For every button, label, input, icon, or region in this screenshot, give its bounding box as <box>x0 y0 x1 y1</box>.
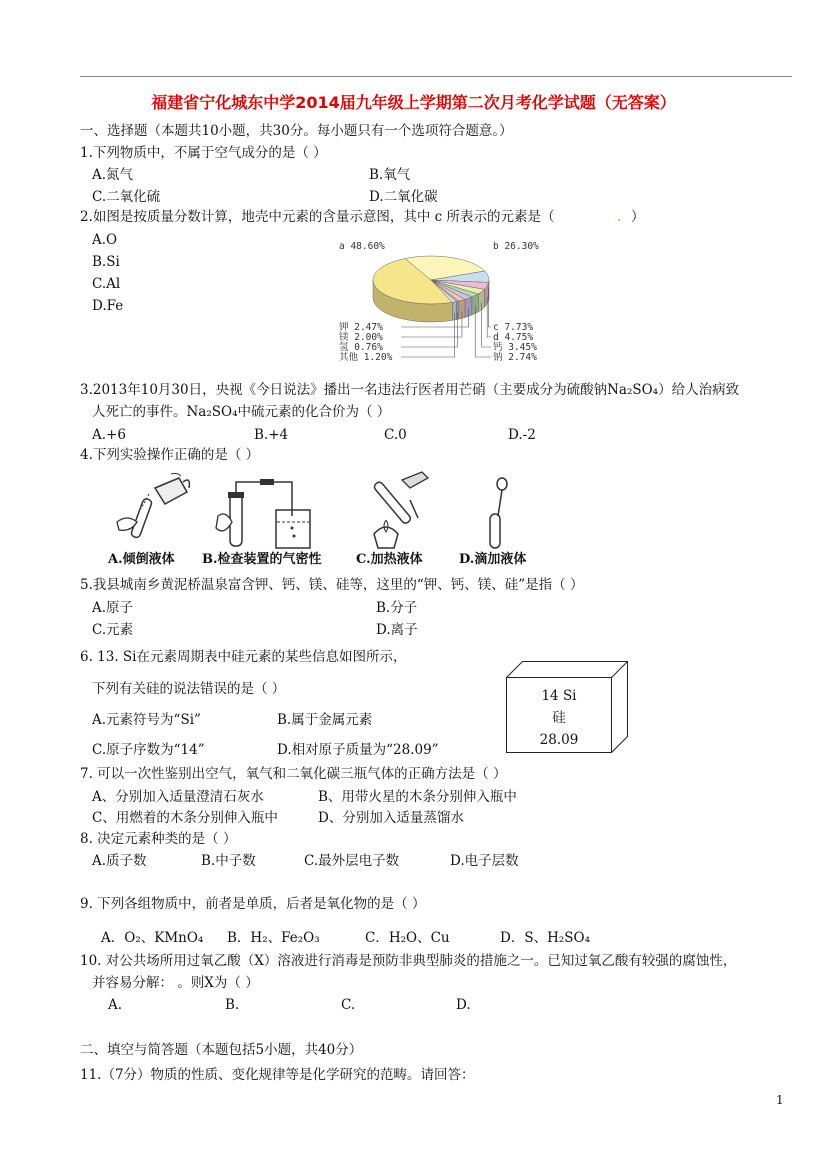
q7-stem: 7. 可以一次性鉴别出空气，氧气和二氧化碳三瓶气体的正确方法是（ ） <box>80 766 507 782</box>
q3-option-a: A.+6 <box>92 427 126 443</box>
q2-option-b: B.Si <box>92 254 120 270</box>
q5-stem: 5.我县城南乡黄泥桥温泉富含钾、钙、镁、硅等，这里的“钾、钙、镁、硅”是指（ ） <box>80 577 584 593</box>
section-2-heading: 二、填空与简答题（本题包括5小题，共40分） <box>80 1042 363 1058</box>
q6-option-d: D.相对原子质量为“28.09” <box>277 742 439 758</box>
q9-option-b: B．H₂、Fe₂O₃ <box>227 930 320 946</box>
q1-stem: 1.下列物质中，不属于空气成分的是（ ） <box>80 145 327 161</box>
q3-stem-line1: 3.2013年10月30日，央视《今日说法》播出一名违法行医者用芒硝（主要成分为硫酸钠Na₂SO₄）给人治病致 <box>80 382 740 398</box>
q9-option-c: C．H₂O、Cu <box>365 930 450 946</box>
q1-option-c: C.二氧化硫 <box>92 189 161 205</box>
q1-option-d: D.二氧化碳 <box>369 189 438 205</box>
q10-option-c: C. <box>341 997 356 1013</box>
page-number: 1 <box>776 1093 784 1107</box>
crust-element-pie-chart <box>335 238 555 368</box>
q5-option-c: C.元素 <box>92 622 134 638</box>
q7-option-d: D、分别加入适量蒸馏水 <box>318 810 464 826</box>
section-1-heading: 一、选择题（本题共10小题，共30分。每小题只有一个选项符合题意。） <box>80 123 513 139</box>
q4-label-d: D.滴加液体 <box>459 552 527 567</box>
pie-label-其他: 其他 1.20% <box>339 352 393 363</box>
q5-option-d: D.离子 <box>376 622 418 638</box>
pie-label-钾: 钾 2.47% <box>339 322 383 333</box>
heating-liquid-illustration <box>358 470 438 552</box>
q2-dot: . <box>617 209 622 225</box>
q2-stem: 2.如图是按质量分数计算，地壳中元素的含量示意图，其中 c 所表示的元素是（ <box>80 209 555 225</box>
q1-option-b: B.氧气 <box>369 167 411 183</box>
q2-close-paren: ） <box>631 209 645 225</box>
pie-label-a: a 48.60% <box>339 241 385 252</box>
pie-label-d: d 4.75% <box>493 332 534 343</box>
q9-option-a: A．O₂、KMnO₄ <box>101 930 204 946</box>
q10-option-d: D. <box>456 997 471 1013</box>
q7-option-a: A、分别加入适量澄清石灰水 <box>92 789 264 805</box>
q4-stem: 4.下列实验操作正确的是（ ） <box>80 447 260 463</box>
q10-option-a: A. <box>108 997 123 1013</box>
q9-stem: 9. 下列各组物质中，前者是单质，后者是氧化物的是（ ） <box>80 896 426 912</box>
q11-stem: 11.（7分）物质的性质、变化规律等是化学研究的范畴。请回答： <box>80 1067 475 1083</box>
q3-stem-line2: 人死亡的事件。Na₂SO₄中硫元素的化合价为（ ） <box>92 404 391 420</box>
q5-option-b: B.分子 <box>376 600 418 616</box>
q3-option-c: C.0 <box>384 427 407 443</box>
q5-option-a: A.原子 <box>92 600 134 616</box>
element-box-number-symbol: 14 Si <box>541 688 577 704</box>
q6-stem-line1: 6. 13. Si在元素周期表中硅元素的某些信息如图所示， <box>80 649 407 665</box>
pie-label-钠: 钠 2.74% <box>493 352 537 363</box>
page-title: 福建省宁化城东中学2014届九年级上学期第二次月考化学试题（无答案） <box>151 93 676 112</box>
pie-label-c: c 7.73% <box>493 322 534 333</box>
q6-stem-line2: 下列有关硅的说法错误的是（ ） <box>92 681 286 697</box>
q7-option-b: B、用带火星的木条分别伸入瓶中 <box>318 789 517 805</box>
pouring-liquid-illustration <box>105 470 195 552</box>
pie-leader-钙 <box>482 303 491 347</box>
q2-option-a: A.O <box>92 232 118 248</box>
q4-label-b: B.检查装置的气密性 <box>202 552 322 567</box>
pie-label-镁: 镁 2.00% <box>339 332 383 343</box>
pie-label-钙: 钙 3.45% <box>493 342 537 353</box>
pie-top <box>373 256 489 304</box>
q3-option-b: B.+4 <box>254 427 289 443</box>
dropping-liquid-illustration <box>480 476 520 552</box>
element-box-name: 硅 <box>552 710 566 726</box>
q7-option-c: C、用燃着的木条分别伸入瓶中 <box>92 810 278 826</box>
q10-option-b: B. <box>225 997 240 1013</box>
q2-option-c: C.Al <box>92 276 121 292</box>
q3-option-d: D.-2 <box>508 427 536 443</box>
q8-option-b: B.中子数 <box>201 853 256 869</box>
q10-stem-line1: 10. 对公共场所用过氧乙酸（X）溶液进行消毒是预防非典型肺炎的措施之一。已知过氧乙酸有较强的腐蚀性， <box>80 953 737 969</box>
header-rule <box>80 76 792 77</box>
q6-option-c: C.原子序数为“14” <box>92 742 205 758</box>
q2-option-d: D.Fe <box>92 298 124 314</box>
q8-option-d: D.电子层数 <box>450 853 519 869</box>
airtightness-check-illustration <box>210 476 320 552</box>
q8-stem: 8. 决定元素种类的是（ ） <box>80 831 237 847</box>
q6-option-b: B.属于金属元素 <box>277 712 373 728</box>
q1-option-a: A.氮气 <box>92 167 134 183</box>
element-box-mass: 28.09 <box>539 732 579 748</box>
q8-option-c: C.最外层电子数 <box>304 853 400 869</box>
pie-label-氢: 氢 0.76% <box>339 342 383 353</box>
pie-label-b: b 26.30% <box>493 241 539 252</box>
q8-option-a: A.质子数 <box>92 853 147 869</box>
q6-option-a: A.元素符号为“Si” <box>92 712 201 728</box>
q4-label-a: A.倾倒液体 <box>108 552 175 567</box>
q4-label-c: C.加热液体 <box>356 552 423 567</box>
q10-stem-line2: 并容易分解： 。则X为（ ） <box>92 975 259 991</box>
q9-option-d: D．S、H₂SO₄ <box>500 930 590 946</box>
